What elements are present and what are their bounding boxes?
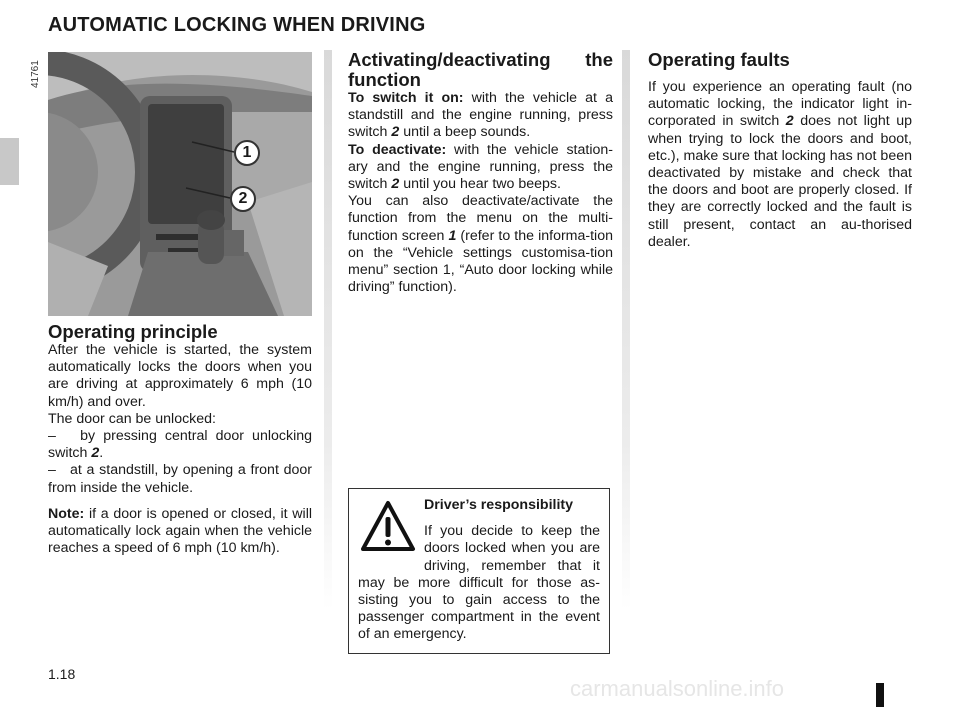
- list-item: – at a standstill, by opening a front door from inside the vehicle.: [48, 462, 312, 496]
- switch-reference: 2: [785, 113, 794, 130]
- section-heading: Activating/deactivating the function: [348, 49, 613, 90]
- paragraph: The door can be unlocked:: [48, 410, 216, 427]
- figure-code: 41761: [30, 60, 41, 88]
- operating-faults-section: [648, 50, 912, 251]
- warning-title: Driver’s responsibility: [424, 497, 574, 513]
- column-divider: [622, 50, 630, 610]
- paragraph: To deactivate: with the vehicle station-ary and the engine running, press the switch 2 until you hear two beeps.: [348, 141, 613, 193]
- corner-mark: [876, 683, 884, 707]
- paragraph: If you experience an operating fault (no automatic locking, the indicator light in-corporated in switch 2 does not light up when trying to lock the doors and boot, etc.), make sure that locking has not been deactivated by mistake and check that the doors and boot are properly closed. If they are correctly locked and the fault is still present, contact an au-thorised dealer.: [648, 79, 912, 250]
- screen-reference: 1: [448, 227, 457, 244]
- paragraph: After the vehicle is started, the system automatically locks the doors when you are driving at approximately 6 mph (10 km/h) and over.: [48, 342, 312, 410]
- column-divider: [324, 50, 332, 610]
- driver-responsibility-box: [348, 488, 610, 654]
- callout-1: 1: [234, 140, 260, 166]
- switch-reference: 2: [391, 176, 400, 193]
- activating-section: [348, 50, 613, 296]
- switch-reference: 2: [391, 124, 400, 141]
- paragraph: You can also deactivate/activate the function from the menu on the multi-function screen 1 (refer to the informa-tion on the “Vehicle settings customisa-tion menu” section 1, “Auto door locking while driving” function).: [348, 193, 613, 296]
- warning-triangle-icon: [360, 499, 416, 555]
- chapter-tab: [0, 138, 19, 185]
- section-heading: Operating faults: [648, 49, 790, 70]
- callout-2: 2: [230, 186, 256, 212]
- note-label: Note:: [48, 505, 85, 522]
- list-item: – by pressing central door unlocking switch 2.: [48, 428, 312, 462]
- paragraph: To switch it on: with the vehicle at a standstill and the engine running, press switch 2 until a beep sounds.: [348, 90, 613, 141]
- dashboard-illustration: [48, 52, 312, 316]
- note-paragraph: Note: if a door is opened or closed, it will automatically lock again when the vehicle reaches a speed of 6 mph (10 km/h).: [48, 505, 312, 557]
- page-title: AUTOMATIC LOCKING WHEN DRIVING: [48, 14, 426, 36]
- page-number: 1.18: [48, 666, 76, 682]
- operating-principle-section: [48, 322, 312, 557]
- dashboard-drawing: [48, 52, 312, 316]
- warning-text: If you decide to keep the doors locked when you are driving, remember that it may be more difficult for those as-sisting you to gain access to the passenger compartment in the event of an emergency.: [358, 523, 600, 643]
- watermark: carmanualsonline.info: [570, 676, 785, 701]
- switch-reference: 2: [91, 445, 100, 462]
- section-heading: Operating principle: [48, 321, 218, 342]
